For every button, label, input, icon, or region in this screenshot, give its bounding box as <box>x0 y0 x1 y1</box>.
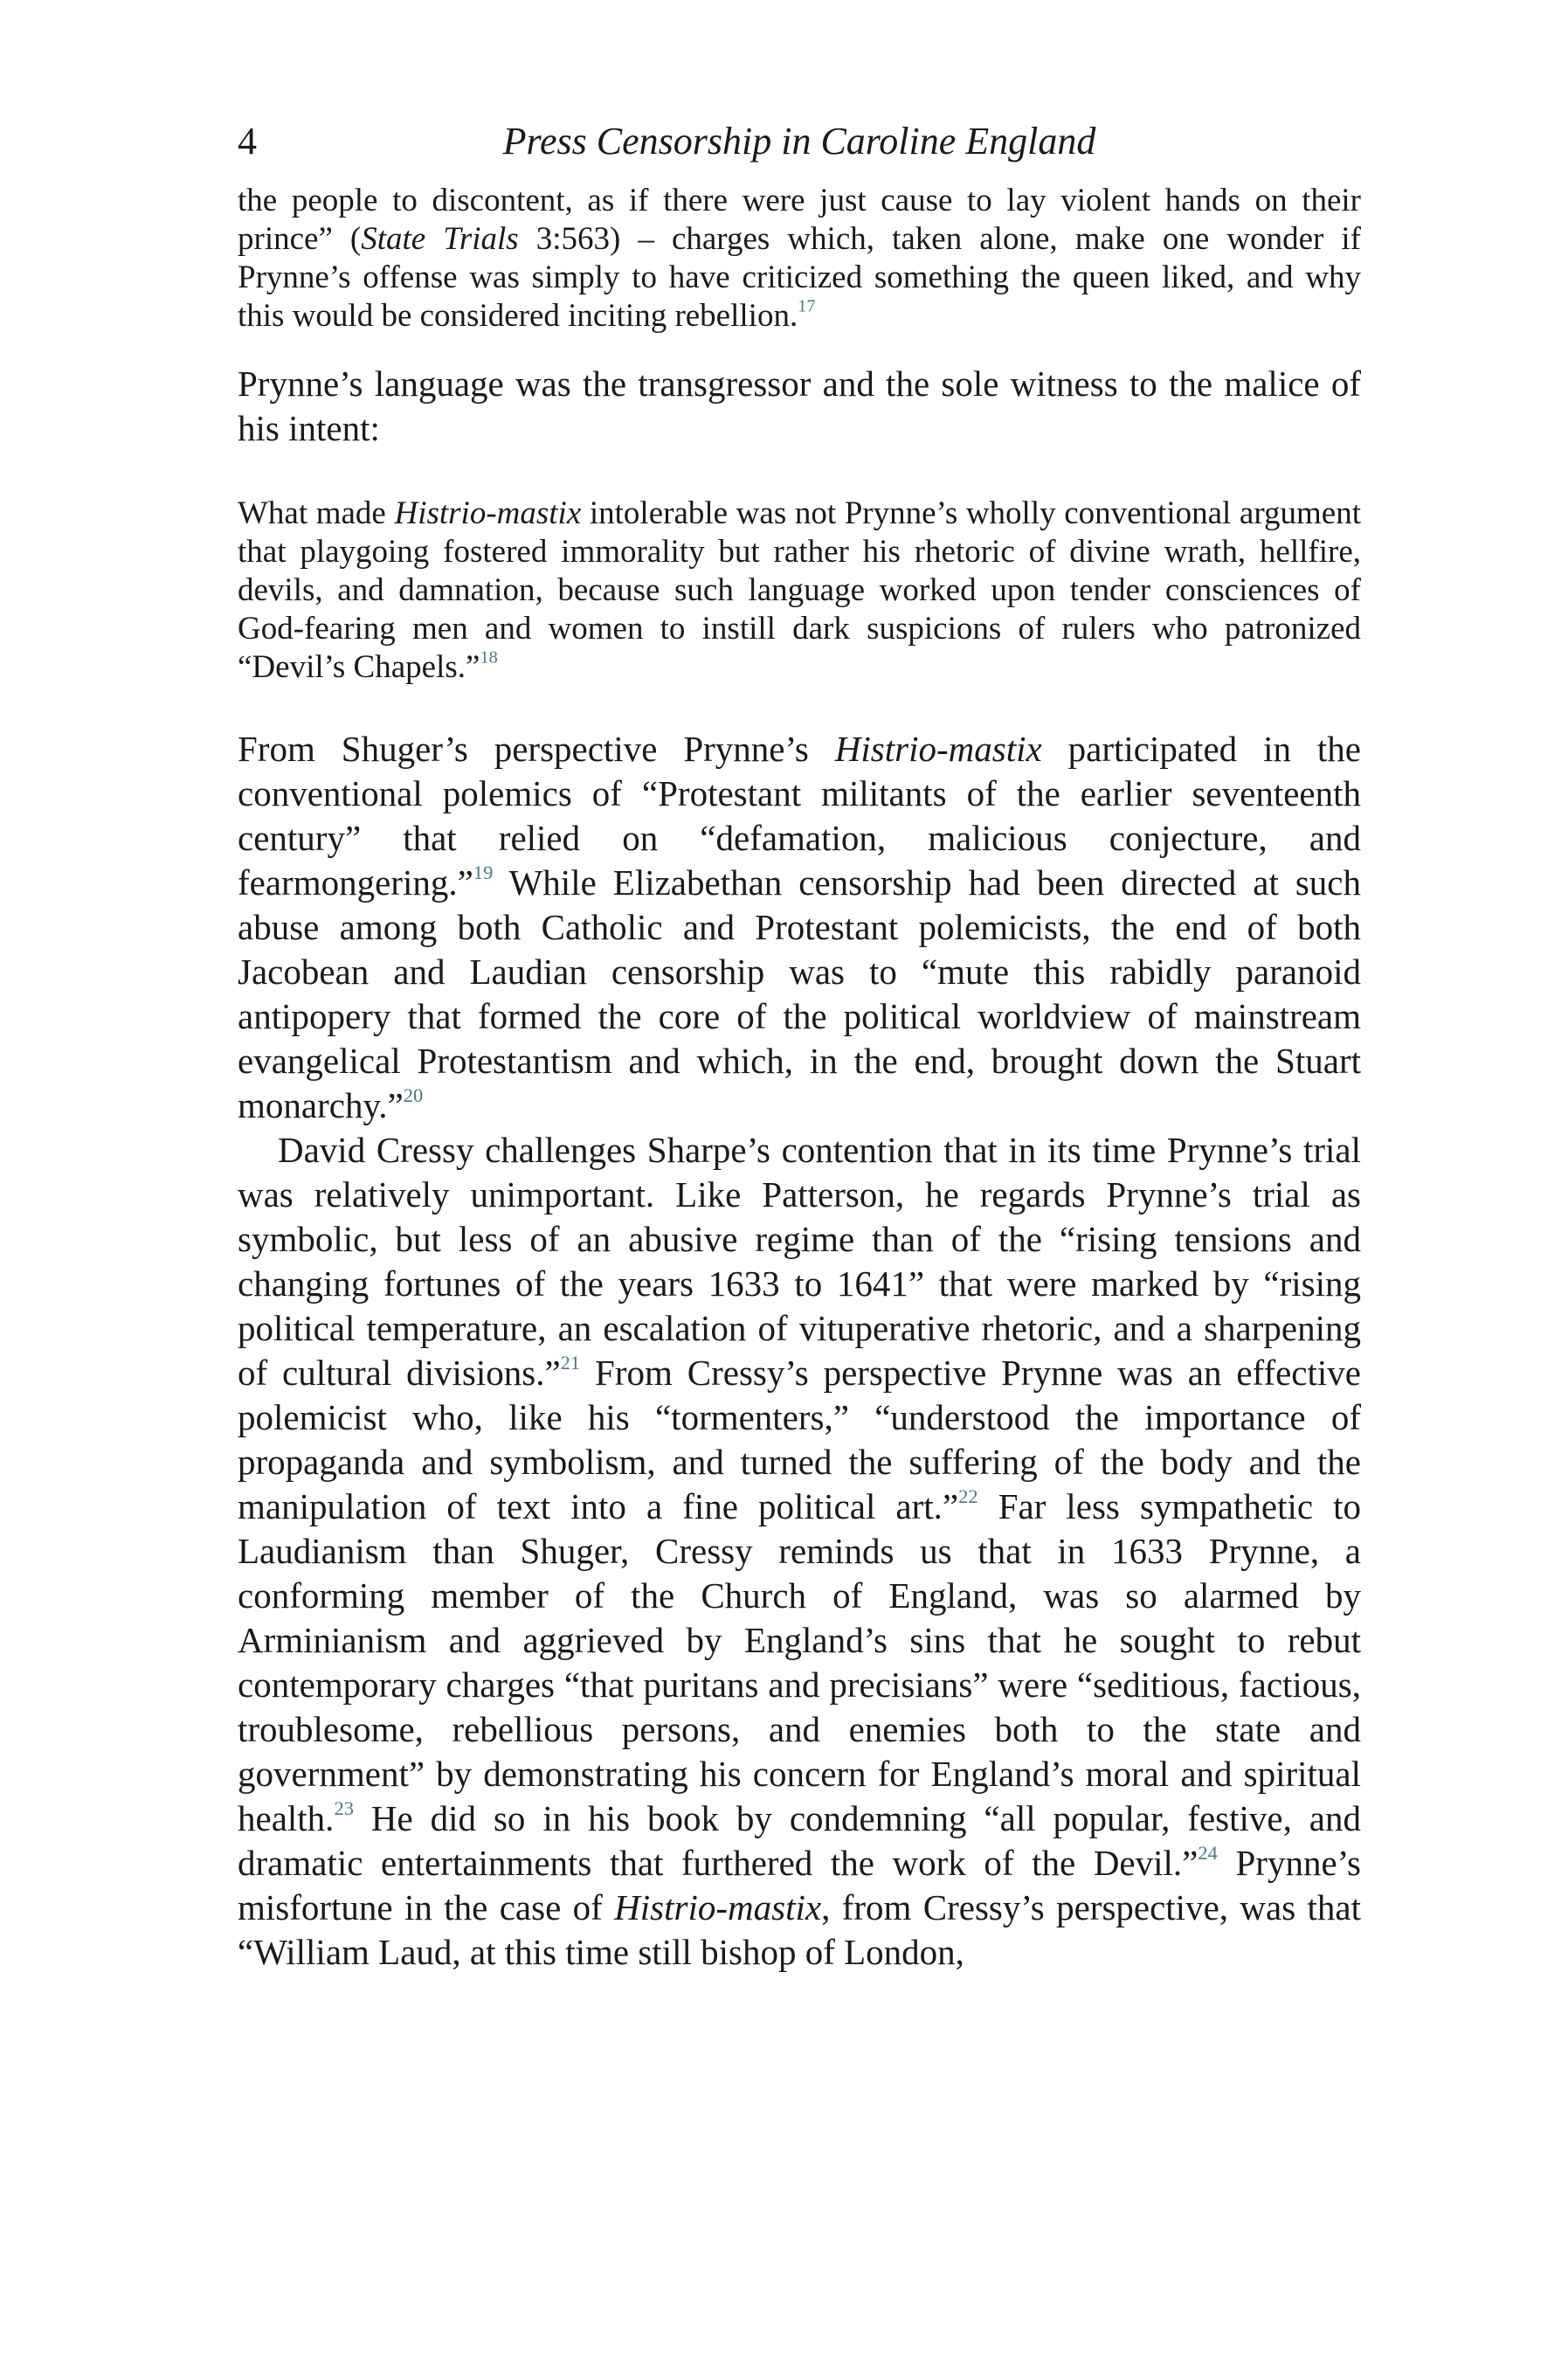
footnote-ref-23[interactable]: 23 <box>334 1796 354 1819</box>
footnote-ref-20[interactable]: 20 <box>403 1083 424 1106</box>
block-quote: What made Histrio-mastix intolerable was not Prynne’s wholly conventional argument that playgoing fostered immorality but rather his rhetoric of divine wrath, hellfire, devils, and damnation, because such language worked upon tender consciences of God-fearing men and women to instill dark suspicions of rulers who patronized “Devil’s Chapels.”$^{18}$ <box>238 495 1361 685</box>
footnote-ref-17[interactable]: 17 <box>798 296 816 316</box>
footnote-ref-21[interactable]: 21 <box>560 1351 581 1374</box>
page-number: 4 <box>238 120 257 163</box>
paragraph-3: From Shuger’s perspective Prynne’s Histrio-mastix participated in the conventional polemics of “Protestant militants of the earlier seventeenth century” that relied on “defamation, malicious conjecture, and fearmongering.”$^{19}$ While Elizabethan censorship had been directed at such abuse among both Catholic and Protestant polemicists, the end of both Jacobean and Laudian censorship was to “mute this rabidly paranoid antipopery that formed the core of the political worldview of mainstream evangelical Protestantism and which, in the end, brought down the Stuart monarchy.”$^{20}$ <box>238 729 1361 1125</box>
footnote-ref-19[interactable]: 19 <box>473 861 494 883</box>
footnote-ref-22[interactable]: 22 <box>958 1484 978 1507</box>
paragraph-4: David Cressy challenges Sharpe’s contention that in its time Prynne’s trial was relatively unimportant. Like Patterson, he regards Prynne’s trial as symbolic, but less of an abusive regime than of the “rising tensions and changing fortunes of the years 1633 to 1641” that were marked by “rising political temperature, an escalation of vituperative rhetoric, and a sharpening of cultural divisions.”$^{21}$ From Cressy’s perspective Prynne was an effective polemicist who, like his “tormenters,” “understood the importance of propaganda and symbolism, and turned the suffering of the body and the manipulation of text into a fine political art.”$^{22}$ Far less sympathetic to Laudianism than Shuger, Cressy reminds us that in 1633 Prynne, a conforming member of the Church of England, was so alarmed by Arminianism and aggrieved by England’s sins that he sought to rebut contemporary charges “that puritans and precisians” were “seditious, factious, troublesome, rebellious persons, and enemies both to the state and government” by demonstrating his concern for England’s moral and spiritual health.$^{23}$ He did so in his book by condemning “all popular, festive, and dramatic entertainments that furthered the work of the Devil.”$^{24}$ Prynne’s misfortune in the case of Histrio-mastix, from Cressy’s perspective, was that “William Laud, at this time still bishop of London, <box>238 1130 1361 1972</box>
book-page <box>238 114 1361 1975</box>
running-head <box>238 114 1361 170</box>
footnote-ref-24[interactable]: 24 <box>1198 1841 1218 1864</box>
paragraph-1: the people to discontent, as if there were just cause to lay violent hands on their prince” (State Trials 3:563) – charges which, taken alone, make one wonder if Prynne’s offense was simply to have criticized something the queen liked, and why this would be considered inciting rebellion.$^{17}$ <box>238 183 1361 334</box>
running-title: Press Censorship in Caroline England <box>502 120 1096 163</box>
paragraph-2: Prynne’s language was the transgressor and the sole witness to the malice of his intent: <box>238 363 1361 448</box>
footnote-ref-18[interactable]: 18 <box>480 647 498 668</box>
